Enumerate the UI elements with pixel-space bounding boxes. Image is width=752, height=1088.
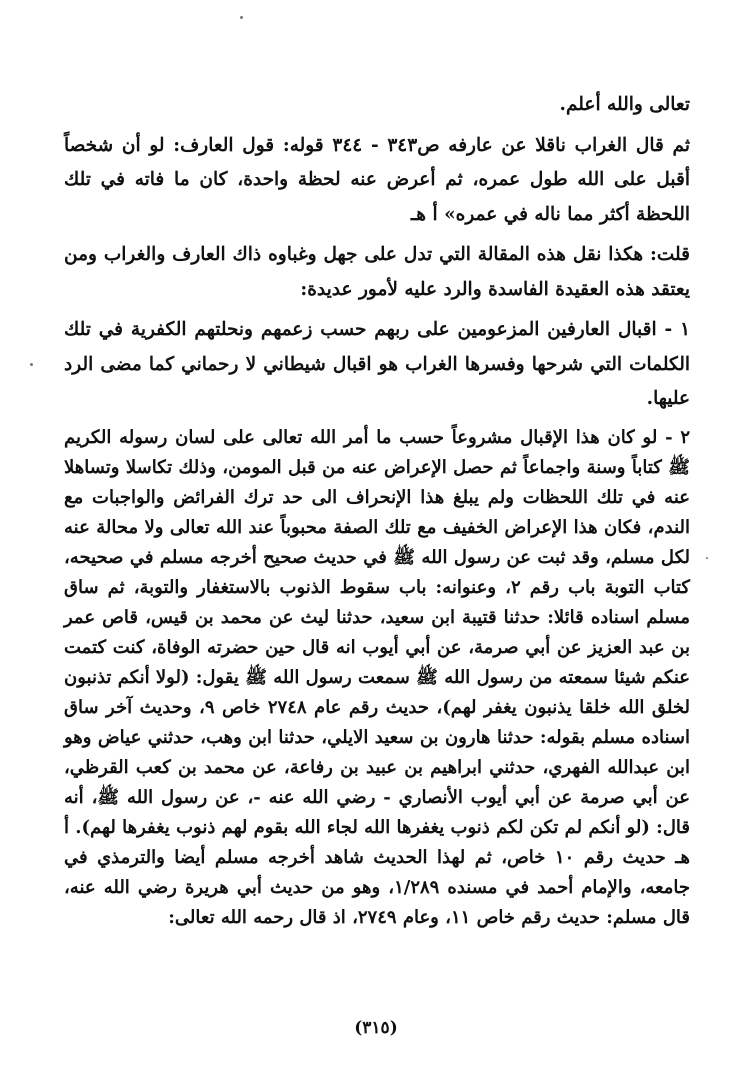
paragraph-point-one: ١ - اقبال العارفين المزعومين على ربهم حسب زعمهم ونحلتهم الكفرية في تلك الكلمات التي شرحها وفسرها الغراب هو اقبال شيطاني لا رحماني كما مضى الرد عليها. (64, 319, 690, 409)
body-text (64, 88, 690, 939)
paragraph-closing-line: تعالى والله أعلم. (559, 94, 690, 115)
paragraph-qultu: قلت: هكذا نقل هذه المقالة التي تدل على جهل وغباوه ذاك العارف والغراب ومن يعتقد هذه العقيدة الفاسدة والرد عليه لأمور عديدة: (64, 244, 690, 300)
page-number: (٣١٥) (354, 1018, 398, 1038)
paragraph-point-two: ٢ - لو كان هذا الإقبال مشروعاً حسب ما أمر الله تعالى على لسان رسوله الكريم ﷺ كتاباً وسنة واجماعاً ثم حصل الإعراض عنه من قبل المومن، وذلك تكاسلا وتساهلا عنه في تلك اللحظات ولم يبلغ هذا الإنحراف الى حد ترك الفرائض والواجبات مع الندم، فكان هذا الإعراض الخفيف مع تلك الصفة محبوباً عند الله تعالى ولا محالة عنه لكل مسلم، وقد ثبت عن رسول الله ﷺ في حديث صحيح أخرجه مسلم في صحيحه، كتاب التوبة باب رقم ٢، وعنوانه: باب سقوط الذنوب بالاستغفار والتوبة، ثم ساق مسلم اسناده قائلا: حدثنا قتيبة ابن سعيد، حدثنا ليث عن محمد بن قيس، قاص عمر بن عبد العزيز عن أبي صرمة، عن أبي أيوب انه قال حين حضرته الوفاة، كنت كتمت عنكم شيئا سمعته من رسول الله ﷺ سمعت رسول الله ﷺ يقول: (لولا أنكم تذنبون لخلق الله خلقا يذنبون يغفر لهم)، حديث رقم عام ٢٧٤٨ خاص ٩، وحديث آخر ساق اسناده مسلم بقوله: حدثنا هارون بن سعيد الايلي، حدثنا ابن وهب، حدثني عياض وهو ابن عبدالله الفهري، حدثني ابراهيم بن عبيد بن رفاعة، عن محمد بن كعب القرظي، عن أبي صرمة عن أبي أيوب الأنصاري - رضي الله عنه -، عن رسول الله ﷺ، أنه قال: (لو أنكم لم تكن لكم ذنوب يغفرها الله لجاء الله بقوم لهم ذنوب يغفرها لهم). أ هـ حديث رقم ١٠ خاص، ثم لهذا الحديث شاهد أخرجه مسلم أيضا والترمذي في جامعه، والإمام أحمد في مسنده ١/٢٨٩، وهو من حديث أبي هريرة رضي الله عنه، قال مسلم: حديث رقم خاص ١١، وعام ٢٧٤٩، اذ قال رحمه الله تعالى: (64, 426, 691, 928)
scan-speck-right (706, 557, 708, 559)
scan-speck-top (240, 16, 243, 19)
scan-speck-left (30, 363, 33, 366)
paragraph-ghurab-quote: ثم قال الغراب ناقلا عن عارفه ص٣٤٣ - ٣٤٤ قوله: قول العارف: لو أن شخصاً أقبل على الله طول عمره، ثم أعرض عنه لحظة واحدة، كان ما فاته في تلك اللحظة أكثر مما ناله في عمره» أ هـ (64, 134, 691, 225)
